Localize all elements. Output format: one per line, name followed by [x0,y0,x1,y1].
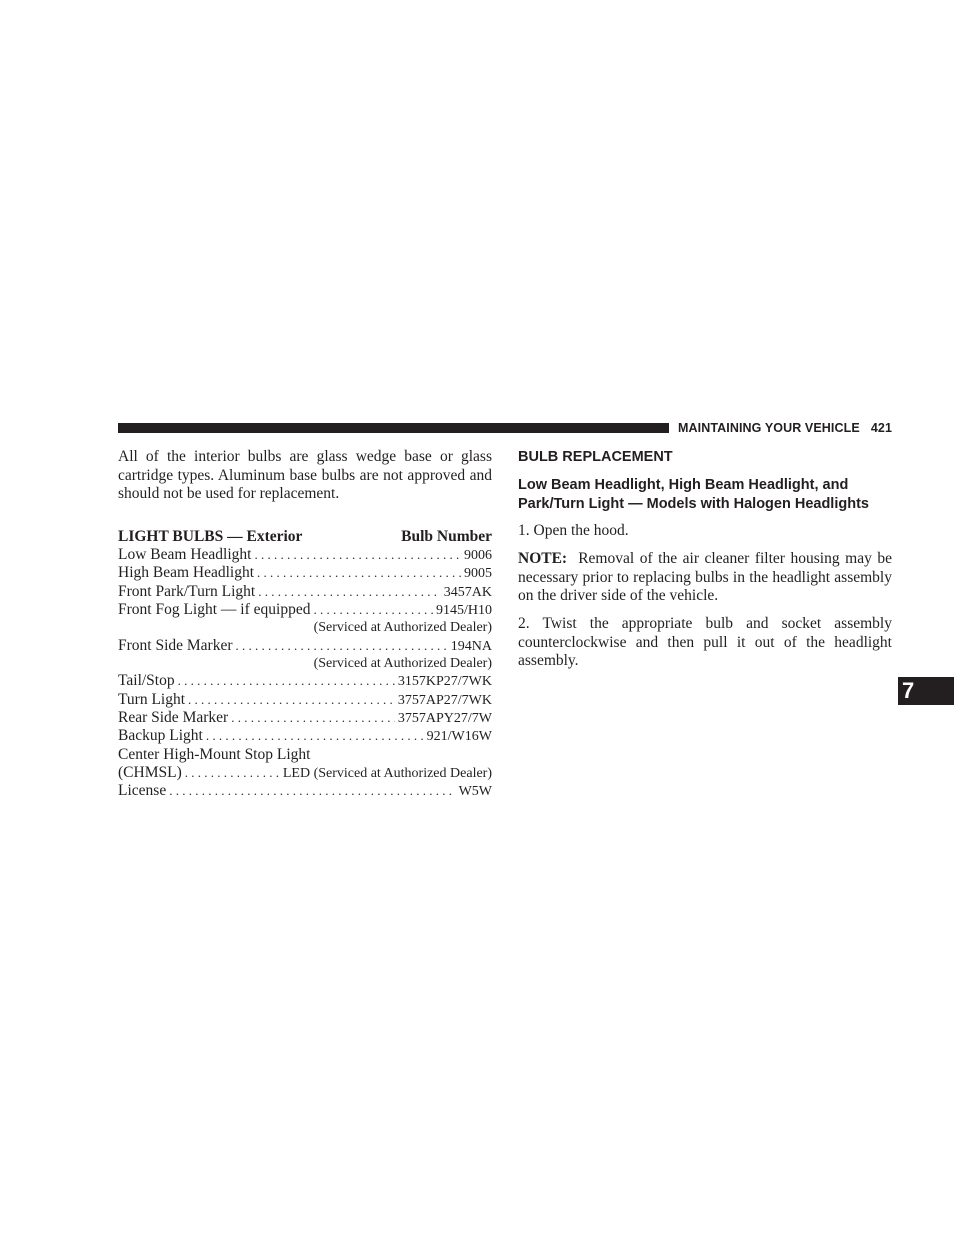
table-row [118,564,492,582]
bulb-table-header [118,528,492,547]
section-title: MAINTAINING YOUR VEHICLE [678,421,860,435]
table-row [118,583,492,601]
section-heading: BULB REPLACEMENT [518,449,673,465]
sub-heading: Low Beam Headlight, High Beam Headlight, and Park/Turn Light — Models with Halogen Headlights [518,477,869,512]
table-row [118,546,492,564]
row-label: Front Park/Turn Light [118,582,256,600]
row-value: 9006 [464,548,492,563]
left-column [118,448,492,801]
row-value: 3757AP27/7WK [397,692,492,708]
table-row [118,601,492,619]
table-header-left: LIGHT BULBS — Exterior [118,527,303,545]
right-column [518,448,892,671]
table-row [118,637,492,655]
row-label: Low Beam Headlight [118,546,252,563]
chmsl-label-line: Center High-Mount Stop Light [118,745,311,763]
leader-dots [206,727,424,745]
leader-dots [231,709,395,727]
leader-dots [313,601,433,619]
row-label: Tail/Stop [118,672,175,690]
bulb-table-rows [118,546,492,746]
row-label: Front Side Marker [118,636,233,654]
leader-dots [257,564,461,582]
leader-dots [188,691,395,709]
row-label: High Beam Headlight [118,564,255,582]
running-header [678,420,892,436]
row-label: Backup Light [118,727,203,745]
table-row [118,691,492,709]
table-row [118,782,492,800]
row-note: (Serviced at Authorized Dealer) [313,655,492,671]
row-label: License [118,782,167,800]
leader-dots [254,546,461,564]
row-note: (Serviced at Authorized Dealer) [313,620,492,636]
step-2: 2. Twist the appropriate bulb and socket assembly counterclockwise and then pull it out of the headlight assembly. [518,615,892,670]
row-value: 3157KP27/7WK [397,674,492,690]
row-label: Turn Light [118,690,186,708]
table-row [118,727,492,745]
header-rule [118,423,669,433]
row-value: 194NA [450,638,492,654]
row-value: 921/W16W [426,729,492,745]
intro-paragraph: All of the interior bulbs are glass wedge base or glass cartridge types. Aluminum base bulbs are not approved and should not be used for replacement. [118,448,492,502]
leader-dots [236,637,448,655]
leader-dots [258,583,441,601]
table-row [118,709,492,727]
chapter-tab: 7 [898,677,954,705]
row-value: W5W [458,784,492,800]
row-label: (CHMSL) [118,763,182,781]
row-label: Rear Side Marker [118,709,229,727]
note-label: NOTE: [518,549,568,567]
row-label: Front Fog Light — if equipped [118,600,311,618]
note-text: Removal of the air cleaner filter housing may be necessary prior to replacing bulbs in the headlight assembly on the driver side of the vehicle. [518,549,893,605]
step-1: 1. Open the hood. [518,522,629,540]
table-row [118,764,492,782]
table-row [118,672,492,690]
row-value: LED (Serviced at Authorized Dealer) [282,765,492,781]
leader-dots [178,672,395,690]
table-header-right: Bulb Number [401,527,492,545]
row-value: 3457AK [443,584,492,600]
row-value: 9145/H10 [436,602,492,618]
leader-dots [185,764,280,782]
note-paragraph [518,550,892,606]
row-value: 3757APY27/7W [397,711,492,727]
page-number: 421 [870,421,892,435]
row-value: 9005 [464,566,492,582]
leader-dots [169,782,455,800]
